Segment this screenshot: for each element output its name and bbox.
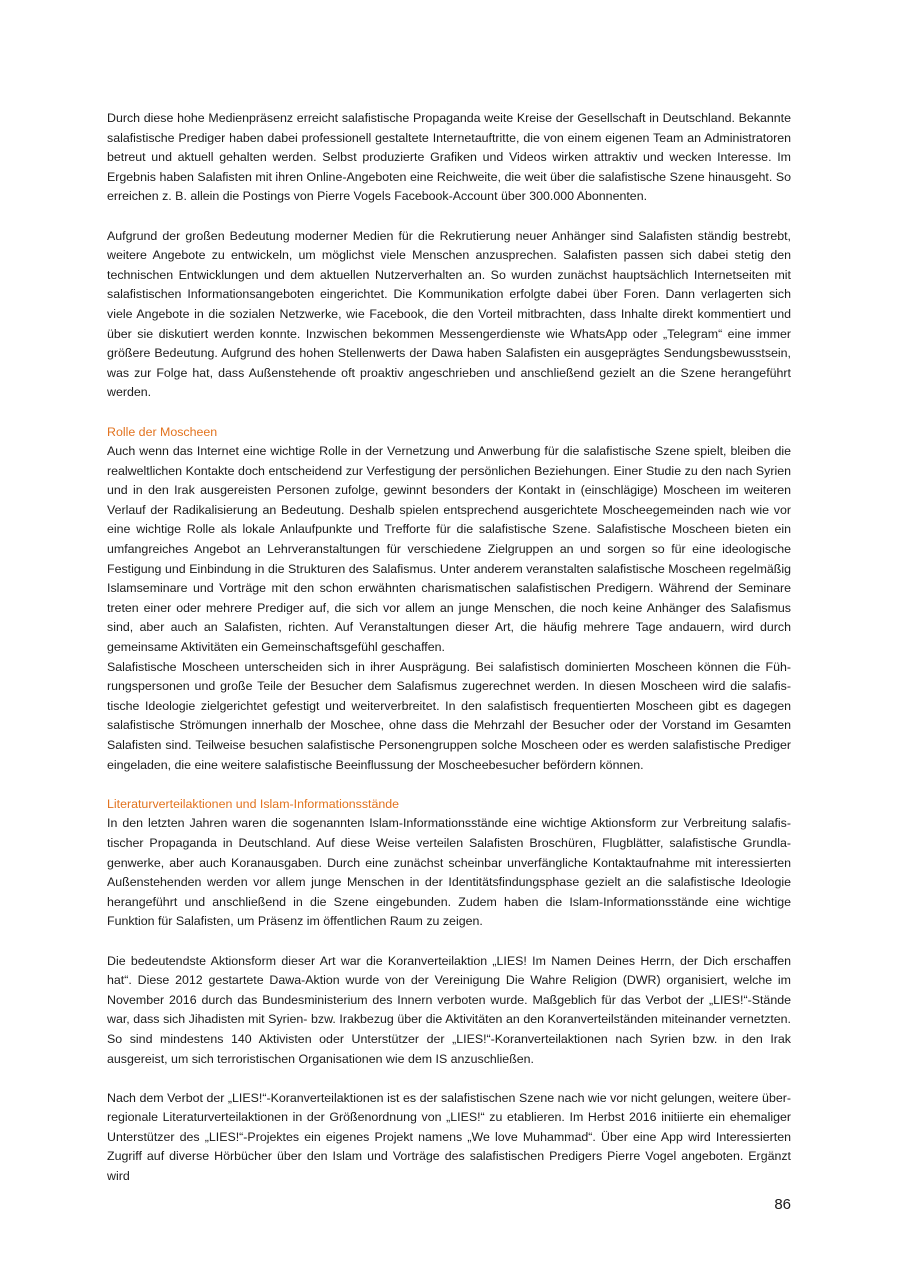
paragraph-after-ban: Nach dem Verbot der „LIES!“-Koranverteilaktionen ist es der salafistischen Szene nach wie vor nicht gelungen, weitere überregionale Literaturverteilaktionen in der Größenordnung von „LIES!“ zu etablieren. Im Herbst 2016 initiierte ein ehemaliger Unterstützer des „LIES!“-Projektes ein eigenes Projekt namens „We love Muhammad“. Über eine App wird Interessierten Zugriff auf diverse Hörbücher über den Islam und Vorträge des salafistischen Predigers Pierre Vogel angeboten. Ergänzt wird [107, 1090, 791, 1184]
paragraph-mosques-role: Auch wenn das Internet eine wichtige Rolle in der Vernetzung und Anwerbung für die salafistische Szene spielt, bleiben die realweltlichen Kontakte doch entscheidend zur Verfestigung der persönlichen Beziehungen. Einer Studie zu den nach Syrien und in den Irak ausgereisten Personen zufolge, gewinnt besonders der Kontakt in (einschlägige) Moscheen im weiteren Verlauf der Radikalisierung an Bedeutung. Deshalb spielen entsprechend ausgerichtete Moscheegemeinden nach wie vor eine wichtige Rolle als lokale Anlaufpunkte und Trefforte für die salafistische Szene. Salafistische Moscheen bieten ein umfangreiches Angebot an Lehrveranstaltungen für verschiedene Zielgruppen an und sorgen so für eine ideologische Festigung und Einbindung in die Strukturen des Salafismus. Unter anderem veranstalten salafistische Moscheen regelmäßig Islamseminare und Vorträge mit den schon erwähnten charismatischen salafistischen Predigern. Während der Seminare treten einer oder mehrere Prediger auf, die sich vor allem an junge Menschen, die noch keine Anhänger des Salafismus sind, aber auch an Salafisten, richten. Auf Veranstaltungen dieser Art, die häufig mehrere Tage andauern, wird durch gemeinsame Aktivitäten ein Gemeinschaftsgefühl geschaffen. [107, 444, 791, 655]
paragraph-recruitment-media: Aufgrund der großen Bedeutung moderner Medien für die Rekrutierung neuer Anhänger sind Salafisten ständig bestrebt, weitere Angebote zu entwickeln, um möglichst viele Menschen anzusprechen. Salafisten passen sich dabei stetig den technischen Entwicklungen und dem aktuellen Nutzerverhalten an. So wurden zunächst hauptsächlich Internetseiten mit salafistischen Informationsangeboten eingerichtet. Die Kommunikation erfolgte dabei über Foren. Dann verlagerten sich viele Angebote in die sozialen Netzwerke, wie Facebook, die den Vorteil mitbrachten, dass Inhalte direkt kommentiert und über sie diskutiert werden konnte. Inzwischen bekommen Messengerdienste wie WhatsApp oder „Telegram“ eine immer größere Bedeutung. Aufgrund des hohen Stellenwerts der Dawa haben Salafisten ein ausgeprägtes Sendungsbewusstsein, was zur Folge hat, dass Außenstehende oft proaktiv angeschrieben und anschließend gezielt an die Szene herangeführt werden. [107, 228, 791, 400]
paragraph-media-presence: Durch diese hohe Medienpräsenz erreicht salafistische Propaganda weite Kreise der Gesellschaft in Deutschland. Bekannte salafistische Prediger haben dabei professionell gestaltete Internetauftritte, die von einem eigenen Team an Administratoren betreut und aktuell gehalten werden. Selbst produzierte Grafiken und Videos wirken attraktiv und wecken Interesse. Im Ergebnis haben Salafisten mit ihren Online-Angeboten eine Reichweite, die weit über die salafistische Szene hinausgeht. So erreichen z. B. allein die Postings von Pierre Vogels Facebook-Account über 300.000 Abonnenten. [107, 111, 791, 204]
section-heading-literature: Literaturverteilaktionen und Islam-Informationsstände [107, 796, 400, 811]
paragraph-lies-campaign: Die bedeutendste Aktionsform dieser Art war die Koranverteilaktion „LIES! Im Namen Deines Herrn, der Dich erschaffen hat“. Diese 2012 gestartete Dawa-Aktion wurde von der Vereinigung Die Wahre Religion (DWR) organisiert, welche im November 2016 durch das Bundesministerium des Innern verboten wurde. Maßgeblich für das Verbot der „LIES!“-Stände war, dass sich Jihadisten mit Syrien- bzw. Irakbezug über die Aktivitäten an den Koranverteilständen miteinander vernetzten. So sind mindestens 140 Aktivisten oder Unterstützer der „LIES!“-Koranverteilaktionen nach Syrien bzw. in den Irak ausgereist, um sich terroristischen Organisationen wie dem IS anzuschließen. [107, 953, 791, 1066]
document-body [107, 109, 791, 1187]
page-number: 86 [774, 1196, 791, 1213]
section-heading-mosques: Rolle der Moscheen [107, 424, 218, 439]
paragraph-mosques-types: Salafistische Moscheen unterscheiden sich in ihrer Ausprägung. Bei salafistisch dominierten Moscheen können die Führungspersonen und große Teile der Besucher dem Salafismus zugerechnet werden. In diesen Moscheen wird die salafistische Ideologie zielgerichtet gefestigt und weiterverbreitet. In den salafistisch frequentierten Moscheen gibt es dagegen salafistische Strömungen innerhalb der Moschee, ohne dass die Mehrzahl der Besucher oder der Vorstand im Gesamten Salafisten sind. Teilweise besuchen salafistische Personengruppen solche Moscheen oder es werden salafistische Prediger eingeladen, die eine weitere salafistische Beeinflussung der Moscheebesucher befördern können. [107, 659, 791, 772]
paragraph-info-stands: In den letzten Jahren waren die sogenannten Islam-Informationsstände eine wichtige Aktionsform zur Verbreitung salafistischer Propaganda in Deutschland. Auf diese Weise verteilen Salafisten Broschüren, Flugblätter, salafistische Grundlagenwerke, aber auch Koranausgaben. Durch eine zunächst scheinbar unverfängliche Kontaktaufnahme mit interessierten Außenstehenden werden vor allem junge Menschen in der Identitätsfindungsphase gezielt an die salafistische Ideologie herangeführt und anschließend in die Szene eingebunden. Zudem haben die Islam-Informationsstände eine wichtige Funktion für Salafisten, um Präsenz im öffentlichen Raum zu zeigen. [107, 816, 791, 929]
